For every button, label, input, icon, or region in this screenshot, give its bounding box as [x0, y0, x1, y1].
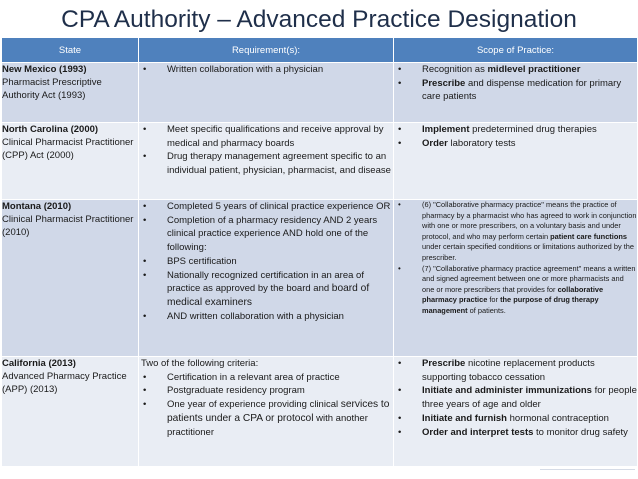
cpa-table: [1, 37, 638, 467]
scope-cell: [394, 200, 638, 357]
requirement-item: • Certification in a relevant area of practice: [139, 371, 393, 385]
scope-item: • Prescribe nicotine replacement products supporting tobacco cessation: [394, 357, 637, 384]
state-name: North Carolina (2000): [2, 124, 99, 135]
scope-item: • Recognition as midlevel practitioner: [394, 63, 637, 77]
scope-item: • Implement predetermined drug therapies: [394, 123, 637, 137]
table-row-new-mexico: [2, 63, 638, 123]
state-detail: Clinical Pharmacist Practitioner (2010): [2, 214, 134, 238]
scope-item: • Order and interpret tests to monitor drug safety: [394, 426, 637, 440]
scope-item: • Prescribe and dispense medication for primary care patients: [394, 77, 637, 104]
table-row-california: [2, 357, 638, 467]
scope-item: • Order laboratory tests: [394, 137, 637, 151]
header-scope: Scope of Practice:: [394, 38, 638, 63]
scope-item: • (7) "Collaborative pharmacy practice agreement" means a written and signed agreement between one or more pharmacists and one or more prescribers that provides for collaborative pharmacy practice for the purpose of drug therapy management of patients.: [394, 264, 637, 317]
header-requirements: Requirement(s):: [139, 38, 394, 63]
requirement-item: • Completion of a pharmacy residency AND 2 years clinical practice experience AND hold one of the following:: [139, 214, 393, 255]
requirement-item: • AND written collaboration with a physician: [139, 310, 393, 324]
requirement-item: • Written collaboration with a physician: [139, 63, 393, 77]
requirement-item: • Nationally recognized certification in an area of practice as approved by the board and board of medical examiners: [139, 269, 393, 310]
state-cell: [2, 123, 139, 200]
state-name: California (2013): [2, 358, 76, 369]
requirements-cell: [139, 357, 394, 467]
decorative-line: [540, 469, 635, 470]
state-name: New Mexico (1993): [2, 64, 87, 75]
table-row-montana: [2, 200, 638, 357]
requirements-cell: [139, 200, 394, 357]
state-detail: Advanced Pharmacy Practice (APP) (2013): [2, 371, 127, 395]
scope-cell: [394, 123, 638, 200]
requirements-intro: Two of the following criteria:: [141, 358, 259, 369]
scope-cell: [394, 357, 638, 467]
scope-cell: [394, 63, 638, 123]
table-header-row: [2, 38, 638, 63]
state-cell: [2, 200, 139, 357]
state-detail: Clinical Pharmacist Practitioner (CPP) Act (2000): [2, 137, 134, 161]
requirement-item: • One year of experience providing clinical services to patients under a CPA or protocol with another practitioner: [139, 398, 393, 439]
state-cell: [2, 63, 139, 123]
state-name: Montana (2010): [2, 201, 72, 212]
requirement-item: • BPS certification: [139, 255, 393, 269]
scope-item: • (6) "Collaborative pharmacy practice" means the practice of pharmacy by a pharmacist who has agreed to work in conjunction with one or more prescribers, on a voluntary basis and under protocol, and who may perform certain patient care functions under certain specified conditions or limitations authorized by the prescriber.: [394, 200, 637, 264]
header-state: State: [2, 38, 139, 63]
requirement-item: • Completed 5 years of clinical practice experience OR: [139, 200, 393, 214]
table-row-north-carolina: [2, 123, 638, 200]
requirement-item: • Drug therapy management agreement specific to an individual patient, physician, pharmacist, and disease: [139, 150, 393, 177]
requirement-item: • Meet specific qualifications and receive approval by medical and pharmacy boards: [139, 123, 393, 150]
state-cell: [2, 357, 139, 467]
slide-title: CPA Authority – Advanced Practice Designation: [61, 6, 577, 33]
state-detail: Pharmacist Prescriptive Authority Act (1993): [2, 77, 102, 101]
scope-item: • Initiate and furnish hormonal contraception: [394, 412, 637, 426]
scope-item: • Initiate and administer immunizations for people three years of age and older: [394, 384, 637, 411]
requirements-cell: [139, 123, 394, 200]
requirements-cell: [139, 63, 394, 123]
requirement-item: • Postgraduate residency program: [139, 384, 393, 398]
